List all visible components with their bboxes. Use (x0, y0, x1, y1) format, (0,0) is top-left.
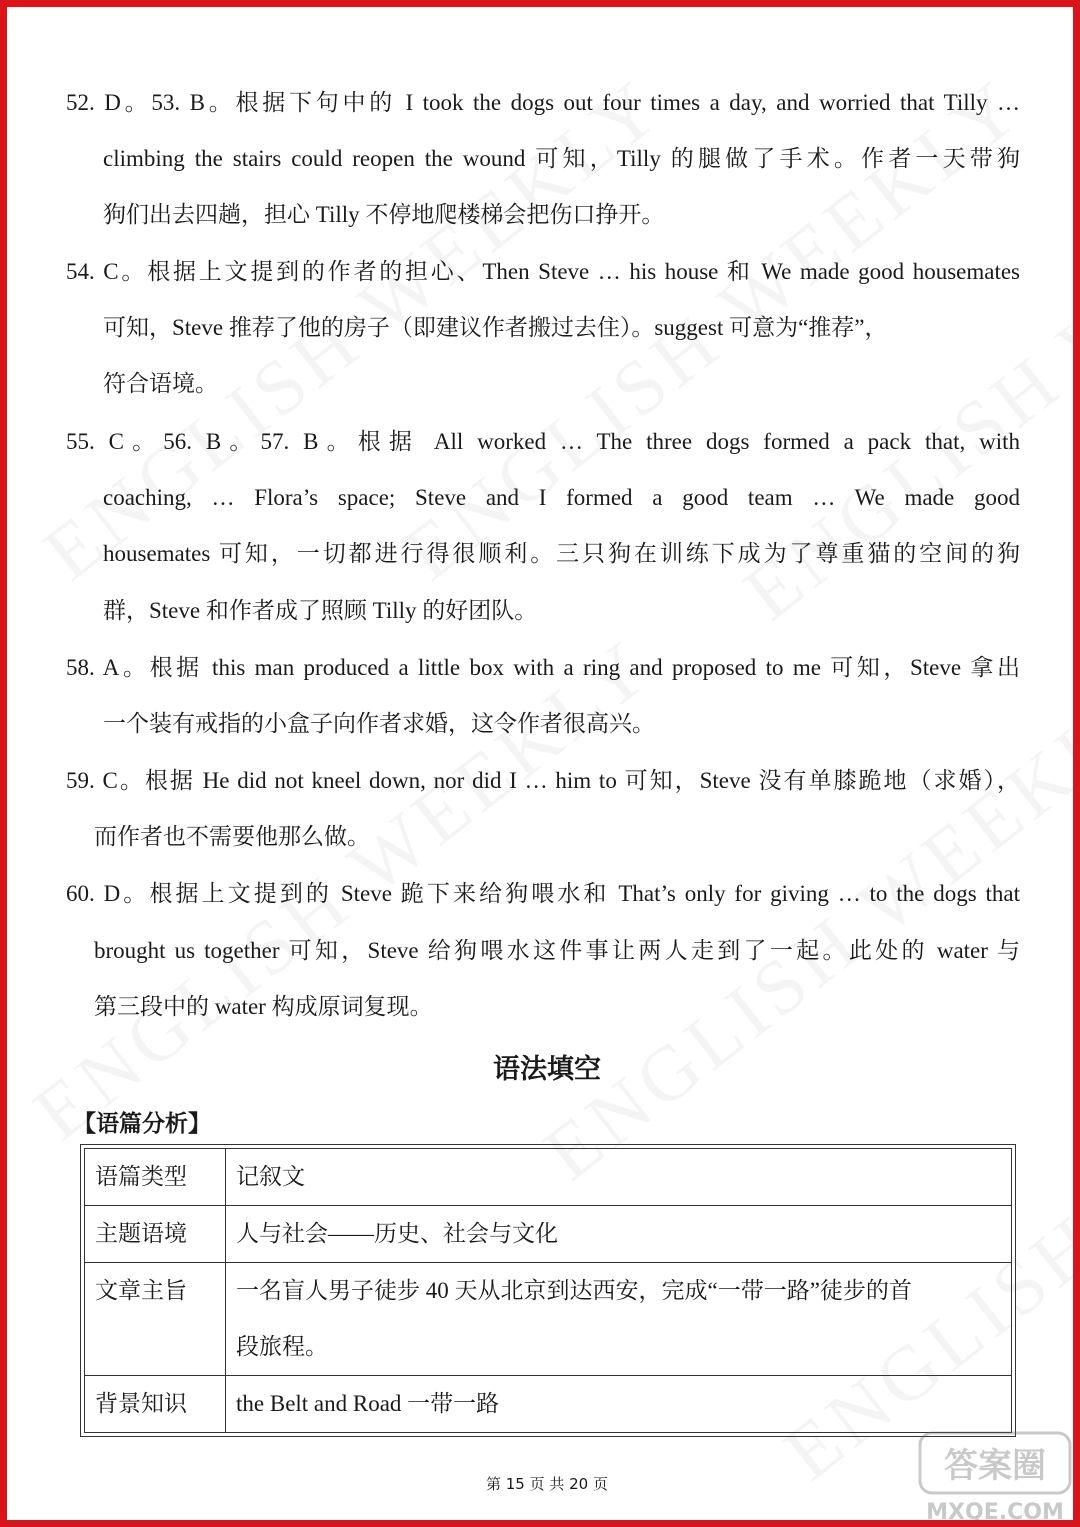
answer-58-line-1: 58. A。根据 this man produced a little box with a ring and proposed to me 可知，Steve 拿出 (66, 655, 1020, 680)
table-row (85, 1149, 1012, 1206)
table-key: 主题语境 (85, 1206, 226, 1263)
table-row (85, 1376, 1012, 1433)
answer-54-line-1: 54. C。根据上文提到的作者的担心、Then Steve … his house 和 We made good housemates (66, 259, 1020, 284)
answer-59-line-1: 59. C。根据 He did not kneel down, nor did I … him to 可知，Steve 没有单膝跪地（求婚）， (66, 768, 1020, 793)
table-value (226, 1263, 1012, 1376)
answer-55-57-line-3: housemates 可知，一切都进行得很顺利。三只狗在训练下成为了尊重猫的空间的狗 (103, 541, 1020, 566)
answer-52-53-line-1: 52. D。53. B。根据下句中的 I took the dogs out four times a day, and worried that Tilly … (66, 90, 1020, 115)
answer-60-line-2: brought us together 可知，Steve 给狗喂水这件事让两人走到了一起。此处的 water 与 (94, 938, 1020, 963)
answer-54-line-2: 可知，Steve 推荐了他的房子（即建议作者搬过去住）。suggest 可意为“推荐”， (103, 315, 888, 340)
table-value: 人与社会——历史、社会与文化 (226, 1206, 1012, 1263)
answer-54-line-3: 符合语境。 (103, 371, 218, 396)
site-logo (912, 1427, 1077, 1527)
answer-52-53-line-3: 狗们出去四趟，担心 Tilly 不停地爬楼梯会把伤口挣开。 (103, 202, 665, 227)
answer-59-line-2: 而作者也不需要他那么做。 (94, 824, 370, 849)
table-value: 记叙文 (226, 1149, 1012, 1206)
section-title: 语法填空 (493, 1054, 601, 1085)
answer-55-57-line-2: coaching, … Flora’s space; Steve and I formed a good team … We made good (103, 485, 1020, 510)
watermark-text (527, 661, 1080, 1198)
analysis-table (84, 1148, 1012, 1433)
answer-58-line-2: 一个装有戒指的小盒子向作者求婚，这令作者很高兴。 (103, 711, 655, 736)
table-row (85, 1263, 1012, 1376)
table-key: 文章主旨 (85, 1263, 226, 1376)
page-number: 第 15 页 共 20 页 (485, 1475, 608, 1493)
answer-52-53-line-2: climbing the stairs could reopen the wound 可知，Tilly 的腿做了手术。作者一天带狗 (103, 146, 1020, 171)
table-value-line-2: 段旅程。 (236, 1334, 328, 1359)
logo-text: 答案圈 (944, 1446, 1046, 1486)
analysis-label: 【语篇分析】 (73, 1111, 211, 1137)
answer-60-line-1: 60. D。根据上文提到的 Steve 跪下来给狗喂水和 That’s only for giving … to the dogs that (66, 881, 1020, 906)
table-row (85, 1206, 1012, 1263)
answer-55-57-line-1: 55. C。56. B。57. B。根据 All worked … The three dogs formed a pack that, with (66, 429, 1020, 454)
table-key: 语篇类型 (85, 1149, 226, 1206)
table-value: the Belt and Road 一带一路 (226, 1376, 1012, 1433)
answer-55-57-line-4: 群，Steve 和作者成了照顾 Tilly 的好团队。 (103, 598, 538, 623)
answer-60-line-3: 第三段中的 water 构成原词复现。 (94, 994, 433, 1019)
table-value-line-1: 一名盲人男子徒步 40 天从北京到达西安，完成“一带一路”徒步的首 (236, 1278, 912, 1303)
table-key: 背景知识 (85, 1376, 226, 1433)
logo-url: MXQE.COM (926, 1500, 1064, 1525)
